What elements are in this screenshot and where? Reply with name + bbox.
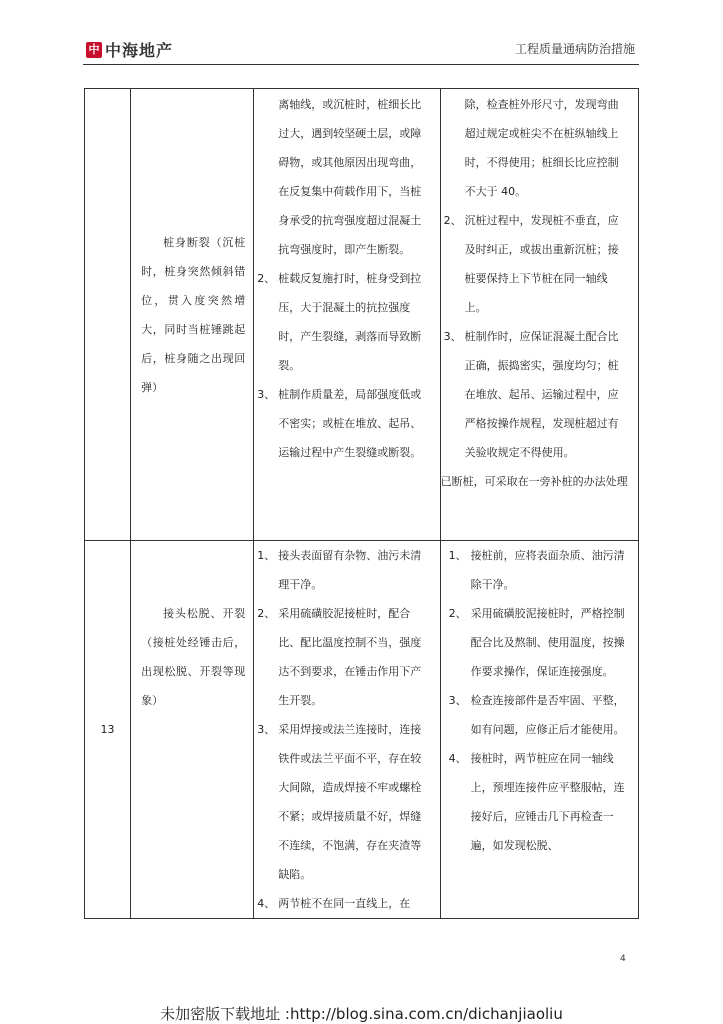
measure-item: 1、 接桩前，应将表面杂质、油污清除干净。 xyxy=(448,549,625,591)
cause-item: 3、 桩制作质量差，局部强度低或不密实；或桩在堆放、起吊、运输过程中产生裂缝或断裂。 xyxy=(257,388,422,459)
download-link[interactable]: 未加密版下载地址 :http://blog.sina.com.cn/dichanjiaoliu xyxy=(160,1005,563,1023)
cause-item: 离轴线，或沉桩时，桩细长比过大，遇到较坚硬土层，或障碍物，或其他原因出现弯曲，在反复集中荷载作用下，当桩身承受的抗弯强度超过混凝土抗弯强度时，即产生断裂。 xyxy=(278,98,422,256)
cause-item: 4、 两节桩不在同一直线上，在 xyxy=(257,897,411,910)
defect-description-cell xyxy=(131,541,254,919)
row-number xyxy=(85,89,131,541)
row-number: 13 xyxy=(85,541,131,919)
cause-item: 2、 桩载反复施打时，桩身受到拉压，大于混凝土的抗拉强度时，产生裂缝，剥落而导致断裂。 xyxy=(257,272,422,372)
cause-item: 2、 采用硫磺胶泥接桩时，配合比、配比温度控制不当，强度达不到要求，在锤击作用下产生开裂。 xyxy=(257,607,422,707)
causes-cell xyxy=(254,541,440,919)
measure-item: 已断桩，可采取在一旁补桩的办法处理 xyxy=(440,475,628,488)
causes-cell xyxy=(254,89,440,541)
document-title: 工程质量通病防治措施 xyxy=(514,42,635,56)
company-logo xyxy=(86,38,173,61)
table-row xyxy=(85,541,639,919)
defect-description: 接头松脱、开裂（接桩处经锤击后，出现松脱、开裂等现象） xyxy=(141,607,246,707)
defect-description: 桩身断裂（沉桩时，桩身突然倾斜错位，贯入度突然增大，同时当桩锤跳起后，桩身随之出现回弹） xyxy=(141,235,246,394)
measures-cell xyxy=(440,541,638,919)
measure-item: 2、 沉桩过程中，发现桩不垂直，应及时纠正，或拔出重新沉桩；接桩要保持上下节桩在同一轴线上。 xyxy=(443,214,619,314)
logo-text: 中海地产 xyxy=(105,41,174,60)
measure-item: 2、 采用硫磺胶泥接桩时，严格控制配合比及熬制、使用温度，按操作要求操作，保证连接强度。 xyxy=(448,607,625,678)
measure-item: 4、 接桩时，两节桩应在同一轴线上，预埋连接件应平整服帖，连接好后，应锤击几下再检查一遍，如发现松脱、 xyxy=(448,752,625,852)
page-number: 4 xyxy=(620,954,626,964)
measure-item: 3、 检查连接部件是否牢固、平整，如有问题，应修正后才能使用。 xyxy=(448,694,625,736)
table-row xyxy=(85,89,639,541)
measures-cell xyxy=(440,89,638,541)
cause-item: 1、 接头表面留有杂物、油污未清理干净。 xyxy=(257,549,422,591)
page-header xyxy=(83,36,639,65)
measure-item: 除，检查桩外形尺寸，发现弯曲超过规定或桩尖不在桩纵轴线上时，不得使用；桩细长比应控制不大于 40。 xyxy=(464,98,619,198)
measure-item: 3、 桩制作时，应保证混凝土配合比正确，振捣密实，强度均匀；桩在堆放、起吊、运输过程中，应严格按操作规程，发现桩超过有关验收规定不得使用。 xyxy=(443,330,619,459)
defect-table xyxy=(84,88,639,919)
cause-item: 3、 采用焊接或法兰连接时，连接铁件或法兰平面不平，存在较大间隙，造成焊接不牢或螺栓不紧；或焊接质量不好，焊缝不连续，不饱满，存在夹渣等缺陷。 xyxy=(257,723,422,881)
logo-mark-icon: 中 xyxy=(86,42,102,58)
defect-description-cell xyxy=(131,89,254,541)
